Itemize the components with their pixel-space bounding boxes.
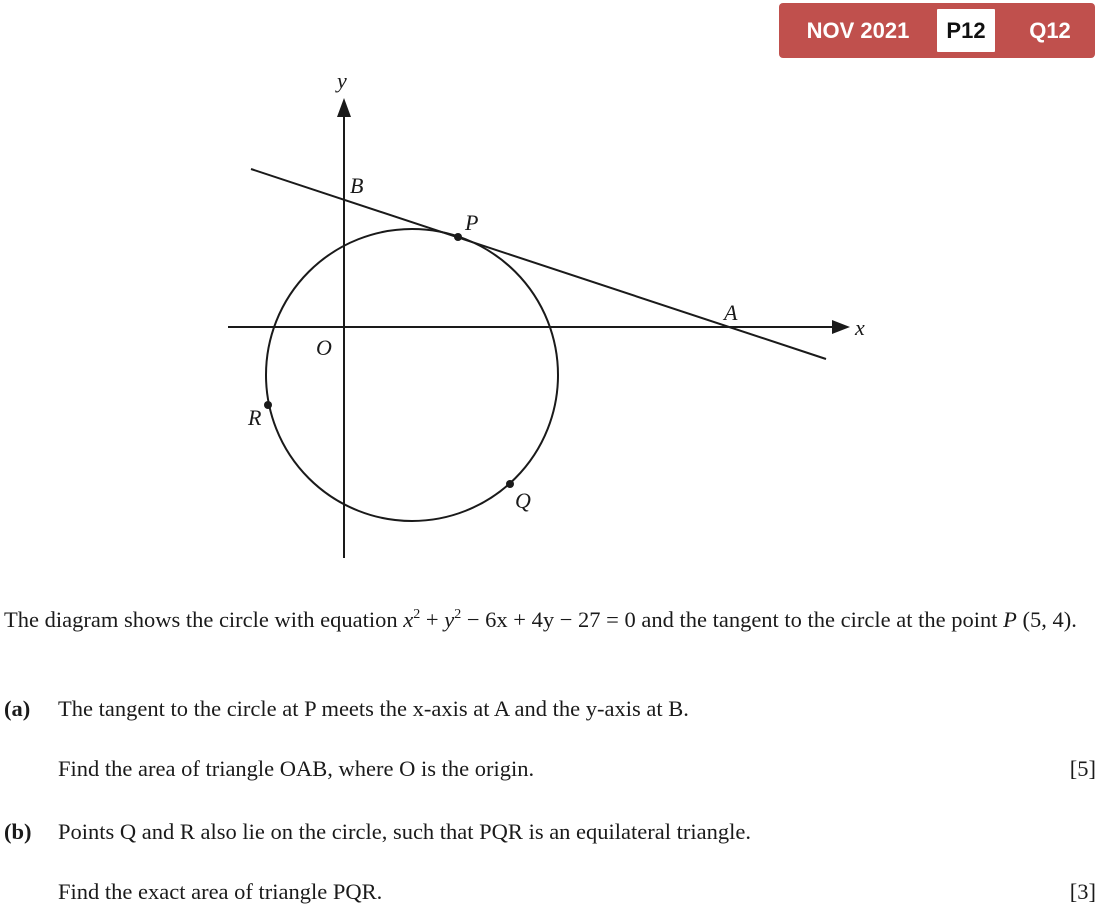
question-intro [4, 604, 1100, 635]
part-a [4, 696, 1100, 786]
point-r [264, 401, 272, 409]
point-a-label: A [724, 300, 738, 325]
tangent-line [251, 169, 826, 359]
equation-sup-1: 2 [413, 607, 421, 622]
part-a-line-2: Find the area of triangle OAB, where O is the origin. [58, 756, 535, 781]
point-name: P [1003, 607, 1017, 632]
part-a-line-1: The tangent to the circle at P meets the x-axis at A and the y-axis at B. [58, 696, 689, 721]
point-q-label: Q [515, 488, 531, 513]
equation-y: y [444, 607, 455, 632]
point-r-label: R [248, 405, 262, 430]
point-b-label: B [350, 173, 364, 198]
intro-text-post: and the tangent to the circle at the point [635, 607, 1004, 632]
part-b [4, 819, 1100, 909]
equation-x: x [403, 607, 414, 632]
y-axis-label: y [337, 68, 347, 93]
equation-rest: − 6x + 4y − 27 = 0 [461, 607, 636, 632]
x-axis-arrow-icon [832, 320, 850, 334]
part-b-marks: [3] [1069, 879, 1096, 904]
equation-plus: + [420, 607, 445, 632]
part-b-tag: (b) [4, 819, 32, 844]
point-coords: (5, 4). [1016, 607, 1077, 632]
circle [266, 229, 558, 521]
part-a-marks: [5] [1069, 756, 1096, 781]
part-b-line-2: Find the exact area of triangle PQR. [58, 879, 383, 904]
session-label: NOV 2021 [806, 18, 910, 43]
paper-label: P12 [937, 9, 995, 52]
origin-label: O [316, 335, 332, 360]
point-q [506, 480, 514, 488]
question-number-label: Q12 [1029, 18, 1071, 43]
equation-sup-2: 2 [454, 607, 462, 622]
x-axis-label: x [855, 315, 865, 340]
intro-text-pre: The diagram shows the circle with equation [4, 607, 404, 632]
point-p-label: P [465, 210, 479, 235]
y-axis-arrow-icon [337, 98, 351, 117]
part-a-tag: (a) [4, 696, 31, 721]
part-b-line-1: Points Q and R also lie on the circle, such that PQR is an equilateral triangle. [58, 819, 751, 844]
point-p [454, 233, 462, 241]
